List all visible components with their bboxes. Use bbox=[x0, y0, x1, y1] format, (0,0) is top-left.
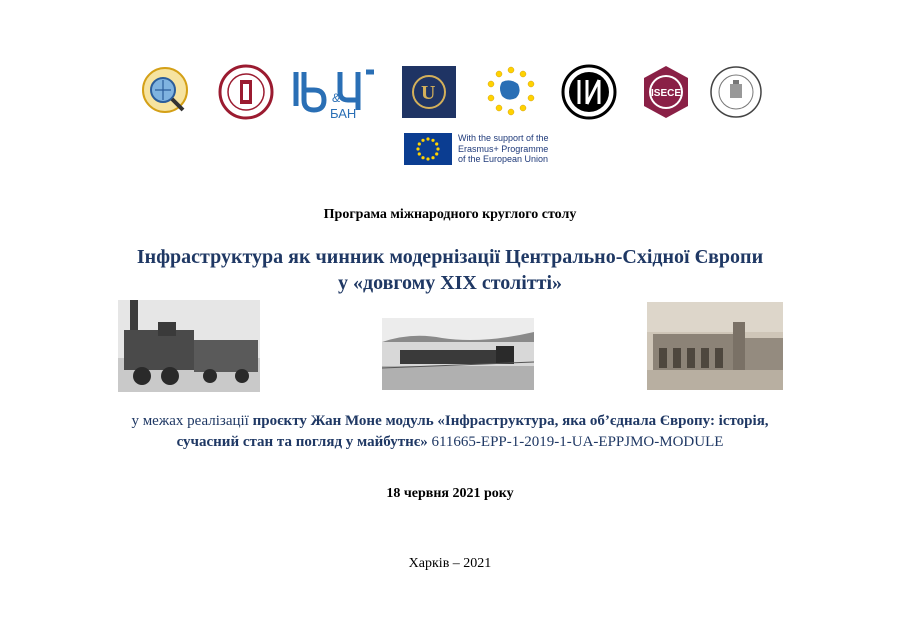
partner-logos-row bbox=[0, 62, 900, 122]
railway-station-photo bbox=[647, 302, 783, 390]
project-code: 611665-EPP-1-2019-1-UA-EPPJMO-MODULE bbox=[427, 434, 724, 450]
erasmus-line-2: Erasmus+ Programme bbox=[458, 143, 549, 154]
project-description bbox=[0, 411, 900, 432]
erasmus-line-3: of the European Union bbox=[458, 154, 549, 165]
place-year: Харків – 2021 bbox=[408, 556, 492, 571]
erasmus-support-block bbox=[404, 131, 564, 167]
university-u-logo-icon bbox=[400, 62, 458, 122]
project-title-part-1: проєкту Жан Моне модуль «Інфраструктура, яка об’єднала Європу: історія, bbox=[252, 413, 769, 429]
svg-text:ISECE: ISECE bbox=[651, 88, 682, 99]
main-title-line-1: Інфраструктура як чинник модернізації Центрально-Східної Європи bbox=[136, 246, 764, 268]
history-institute-logo-icon bbox=[559, 62, 619, 122]
ib-chp-ban-logo-icon bbox=[292, 62, 374, 122]
train-landscape-photo bbox=[382, 318, 534, 390]
event-date: 18 червня 2021 року bbox=[386, 486, 514, 501]
svg-text:U: U bbox=[421, 82, 436, 104]
steam-locomotive-photo bbox=[118, 300, 260, 392]
project-description-line-2 bbox=[0, 432, 900, 453]
center-logo-globe-icon bbox=[135, 62, 195, 122]
svg-text:БАН: БАН bbox=[330, 106, 357, 121]
main-title bbox=[0, 244, 900, 296]
isece-logo-icon bbox=[636, 62, 696, 122]
erasmus-line-1: With the support of the bbox=[458, 133, 549, 144]
main-title-line-2: у «довгому XIX столітті» bbox=[337, 272, 563, 294]
project-title-part-2: сучасний стан та погляд у майбутнє» bbox=[176, 434, 428, 450]
program-label: Програма міжнародного круглого столу bbox=[323, 207, 577, 222]
research-center-logo-icon bbox=[708, 62, 764, 122]
project-prefix: у межах реалізації bbox=[131, 413, 253, 429]
eu-stars-map-logo-icon bbox=[480, 62, 542, 122]
university-seal-icon bbox=[216, 62, 276, 122]
svg-text:&: & bbox=[332, 91, 341, 105]
erasmus-text bbox=[458, 133, 549, 165]
eu-flag-icon bbox=[404, 133, 452, 165]
